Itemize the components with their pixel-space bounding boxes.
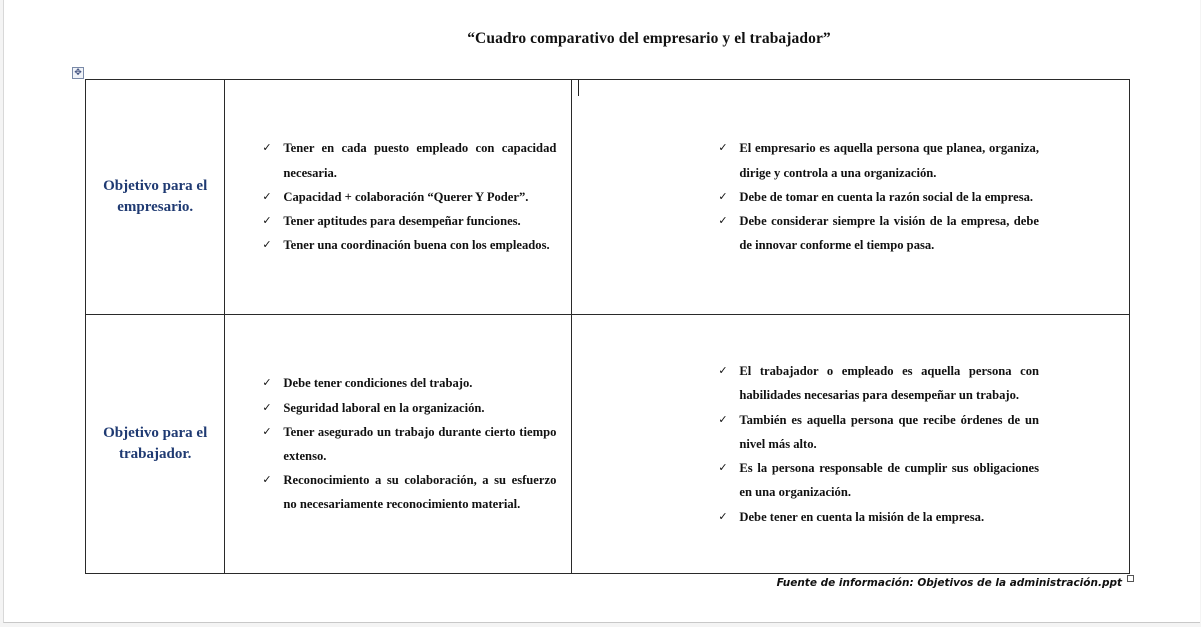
checkmark-icon: ✓ <box>262 238 272 252</box>
checkmark-icon: ✓ <box>262 400 272 414</box>
list-item: ✓ Reconocimiento a su colaboración, a su esfuerzo no necesariamente reconocimiento material. <box>262 468 556 516</box>
checkmark-icon: ✓ <box>718 214 728 228</box>
list-item: ✓ Debe de tomar en cuenta la razón social de la empresa. <box>718 185 1039 209</box>
document-title: “Cuadro comparativo del empresario y el trabajador” <box>467 30 831 47</box>
list-item: ✓ Seguridad laboral en la organización. <box>262 396 556 420</box>
table-resize-handle-icon[interactable] <box>1127 575 1134 582</box>
checkmark-icon: ✓ <box>718 509 728 523</box>
checkmark-icon: ✓ <box>262 141 272 155</box>
source-citation: Fuente de información: Objetivos de la administración.ppt <box>776 577 1122 589</box>
list-item: ✓ Tener asegurado un trabajo durante cierto tiempo extenso. <box>262 420 556 468</box>
checkmark-icon: ✓ <box>262 376 272 390</box>
checkmark-icon: ✓ <box>718 141 728 155</box>
list-item: ✓ El trabajador o empleado es aquella persona con habilidades necesarias para desempeñar un trabajo. <box>718 359 1039 407</box>
table-cell-description[interactable] <box>572 80 1130 315</box>
row-header-empresario: Objetivo para el empresario. <box>103 178 208 215</box>
checkmark-icon: ✓ <box>718 364 728 378</box>
checkmark-icon: ✓ <box>262 473 272 487</box>
checkmark-icon: ✓ <box>718 412 728 426</box>
row-header-cell[interactable] <box>86 315 225 574</box>
table-row-trabajador <box>86 315 1130 574</box>
document-page <box>3 0 1200 623</box>
list-item: ✓ Tener aptitudes para desempeñar funciones. <box>262 209 556 233</box>
checklist <box>262 136 556 257</box>
checklist <box>262 371 556 516</box>
row-header-cell[interactable] <box>86 80 225 315</box>
list-item: ✓ Debe tener condiciones del trabajo. <box>262 371 556 395</box>
table-cell-objectives[interactable] <box>225 80 572 315</box>
list-item: ✓ Capacidad + colaboración “Querer Y Poder”. <box>262 185 556 209</box>
checklist <box>718 136 1039 257</box>
table-cell-description[interactable] <box>572 315 1130 574</box>
list-item: ✓ También es aquella persona que recibe órdenes de un nivel más alto. <box>718 408 1039 456</box>
comparison-table <box>85 79 1130 574</box>
checkmark-icon: ✓ <box>718 461 728 475</box>
checkmark-icon: ✓ <box>262 424 272 438</box>
checklist <box>718 359 1039 528</box>
list-item: ✓ Tener una coordinación buena con los empleados. <box>262 233 556 257</box>
checkmark-icon: ✓ <box>262 214 272 228</box>
row-header-trabajador: Objetivo para el trabajador. <box>103 425 208 462</box>
table-move-handle-icon[interactable]: ✥ <box>72 67 84 79</box>
list-item: ✓ Debe tener en cuenta la misión de la empresa. <box>718 505 1039 529</box>
table-row-empresario <box>86 80 1130 315</box>
list-item: ✓ Es la persona responsable de cumplir sus obligaciones en una organización. <box>718 456 1039 504</box>
checkmark-icon: ✓ <box>718 189 728 203</box>
list-item: ✓ El empresario es aquella persona que planea, organiza, dirige y controla a una organización. <box>718 136 1039 184</box>
table-cell-objectives[interactable] <box>225 315 572 574</box>
list-item: ✓ Tener en cada puesto empleado con capacidad necesaria. <box>262 136 556 184</box>
list-item: ✓ Debe considerar siempre la visión de la empresa, debe de innovar conforme el tiempo pasa. <box>718 209 1039 257</box>
checkmark-icon: ✓ <box>262 189 272 203</box>
